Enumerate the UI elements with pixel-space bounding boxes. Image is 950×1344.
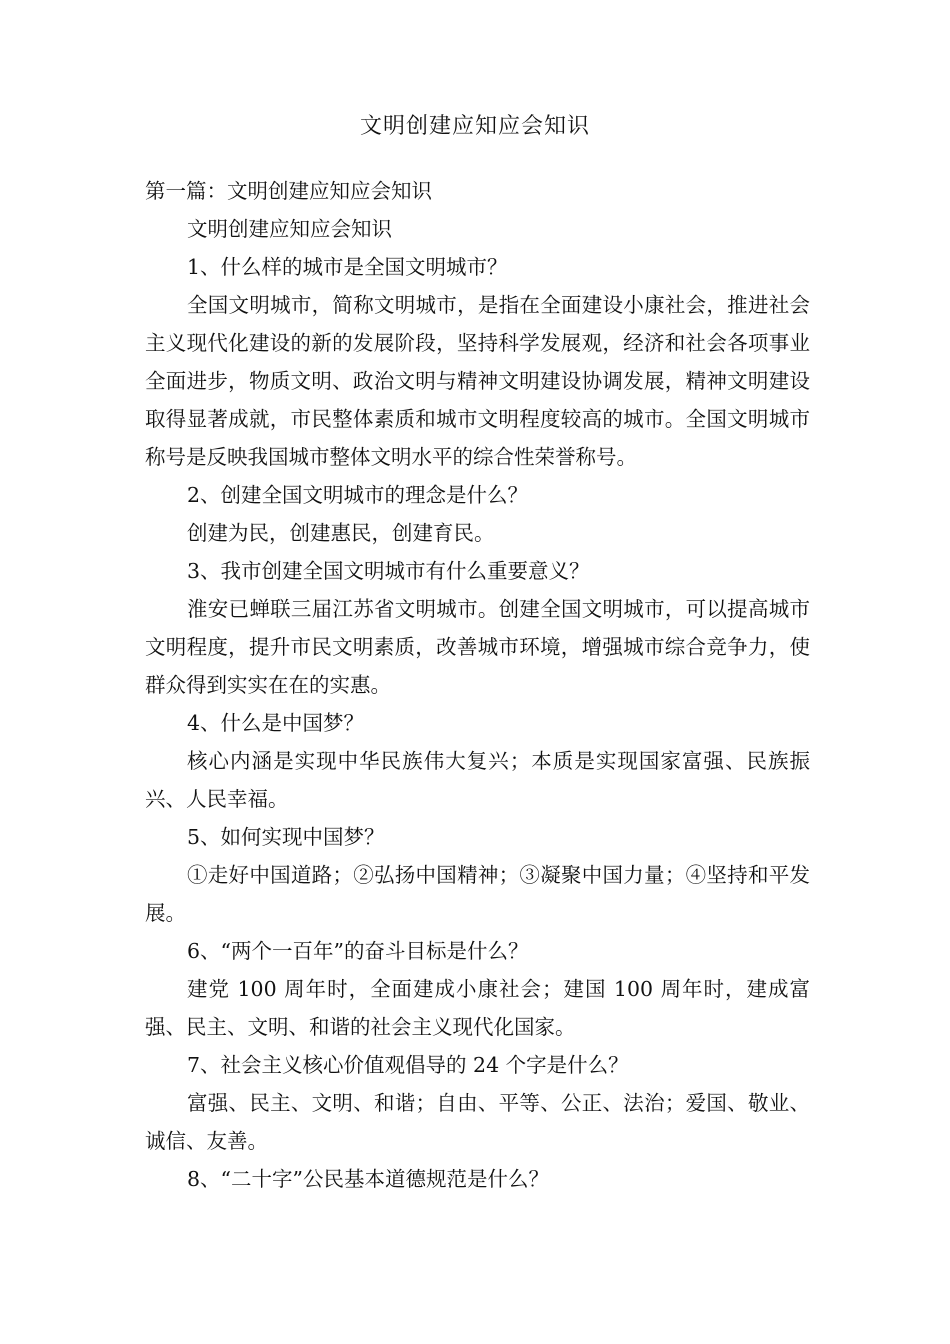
question-4: 4、什么是中国梦？: [187, 711, 365, 735]
answer-3: 淮安已蝉联三届江苏省文明城市。创建全国文明城市，可以提高城市文明程度，提升市民文明素质，改善城市环境，增强城市综合竞争力，使群众得到实实在在的实惠。: [145, 597, 810, 697]
section-heading: 第一篇：文明创建应知应会知识: [145, 179, 432, 203]
question-3: 3、我市创建全国文明城市有什么重要意义？: [187, 559, 590, 583]
answer-4: 核心内涵是实现中华民族伟大复兴；本质是实现国家富强、民族振兴、人民幸福。: [145, 749, 810, 811]
answer-7: 富强、民主、文明、和谐；自由、平等、公正、法治；爱国、敬业、诚信、友善。: [145, 1091, 810, 1153]
document-body: [145, 172, 810, 1198]
subtitle: 文明创建应知应会知识: [187, 217, 392, 241]
question-8: 8、“二十字”公民基本道德规范是什么？: [187, 1167, 550, 1191]
answer-6: 建党 100 周年时，全面建成小康社会；建国 100 周年时，建成富强、民主、文明、和谐的社会主义现代化国家。: [145, 977, 810, 1039]
answer-1: 全国文明城市，简称文明城市，是指在全面建设小康社会，推进社会主义现代化建设的新的发展阶段，坚持科学发展观，经济和社会各项事业全面进步，物质文明、政治文明与精神文明建设协调发展，精神文明建设取得显著成就，市民整体素质和城市文明程度较高的城市。全国文明城市称号是反映我国城市整体文明水平的综合性荣誉称号。: [145, 293, 810, 469]
question-2: 2、创建全国文明城市的理念是什么？: [187, 483, 529, 507]
question-5: 5、如何实现中国梦？: [187, 825, 385, 849]
answer-5: ①走好中国道路；②弘扬中国精神；③凝聚中国力量；④坚持和平发展。: [145, 863, 810, 925]
answer-2: 创建为民，创建惠民，创建育民。: [187, 521, 495, 545]
question-7: 7、社会主义核心价值观倡导的 24 个字是什么？: [187, 1053, 629, 1077]
question-1: 1、什么样的城市是全国文明城市？: [187, 255, 508, 279]
question-6: 6、“两个一百年”的奋斗目标是什么？: [187, 939, 529, 963]
document-title: 文明创建应知应会知识: [359, 114, 590, 139]
